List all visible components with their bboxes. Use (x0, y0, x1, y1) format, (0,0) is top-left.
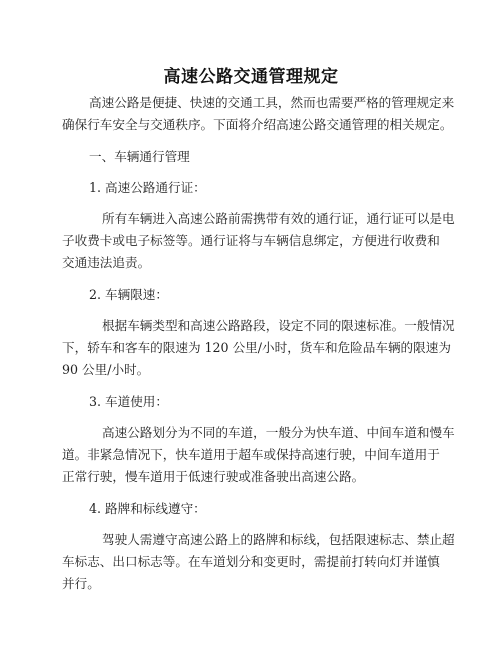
intro-line-1: 高速公路是便捷、快速的交通工具，然而也需要严格的管理规定来 (89, 95, 455, 110)
item-3-line-1: 高速公路划分为不同的车道，一般分为快车道、中间车道和慢车 (102, 425, 455, 440)
item-1-line-3: 交通违法追责。 (62, 255, 151, 270)
item-4-line-1: 驾驶人需遵守高速公路上的路牌和标线，包括限速标志、禁止超 (102, 532, 455, 547)
item-3-heading: 3. 车道使用： (89, 394, 168, 409)
item-4-line-2: 车标志、出口标志等。在车道划分和变更时，需提前打转向灯并谨慎 (62, 554, 440, 569)
item-1-line-2: 子收费卡或电子标签等。通行证将与车辆信息绑定，方便进行收费和 (62, 233, 440, 248)
document-title: 高速公路交通管理规定 (163, 67, 339, 87)
item-2-line-3: 90 公里/小时。 (62, 362, 150, 377)
item-1-line-1: 所有车辆进入高速公路前需携带有效的通行证，通行证可以是电 (102, 211, 455, 226)
section-heading: 一、车辆通行管理 (89, 149, 190, 164)
item-2-line-1: 根据车辆类型和高速公路路段，设定不同的限速标准。一般情况 (102, 318, 455, 333)
item-3-line-2: 道。非紧急情况下，快车道用于超车或保持高速行驶，中间车道用于 (62, 447, 440, 462)
intro-line-2: 确保行车安全与交通秩序。下面将介绍高速公路交通管理的相关规定。 (62, 117, 453, 132)
item-4-line-3: 并行。 (62, 576, 100, 591)
item-1-heading: 1. 高速公路通行证： (89, 180, 206, 195)
item-2-heading: 2. 车辆限速： (89, 287, 168, 302)
item-4-heading: 4. 路牌和标线遵守： (89, 501, 206, 516)
item-3-line-3: 正常行驶，慢车道用于低速行驶或准备驶出高速公路。 (62, 469, 365, 484)
item-2-line-2: 下，轿车和客车的限速为 120 公里/小时，货车和危险品车辆的限速为 (62, 340, 451, 355)
